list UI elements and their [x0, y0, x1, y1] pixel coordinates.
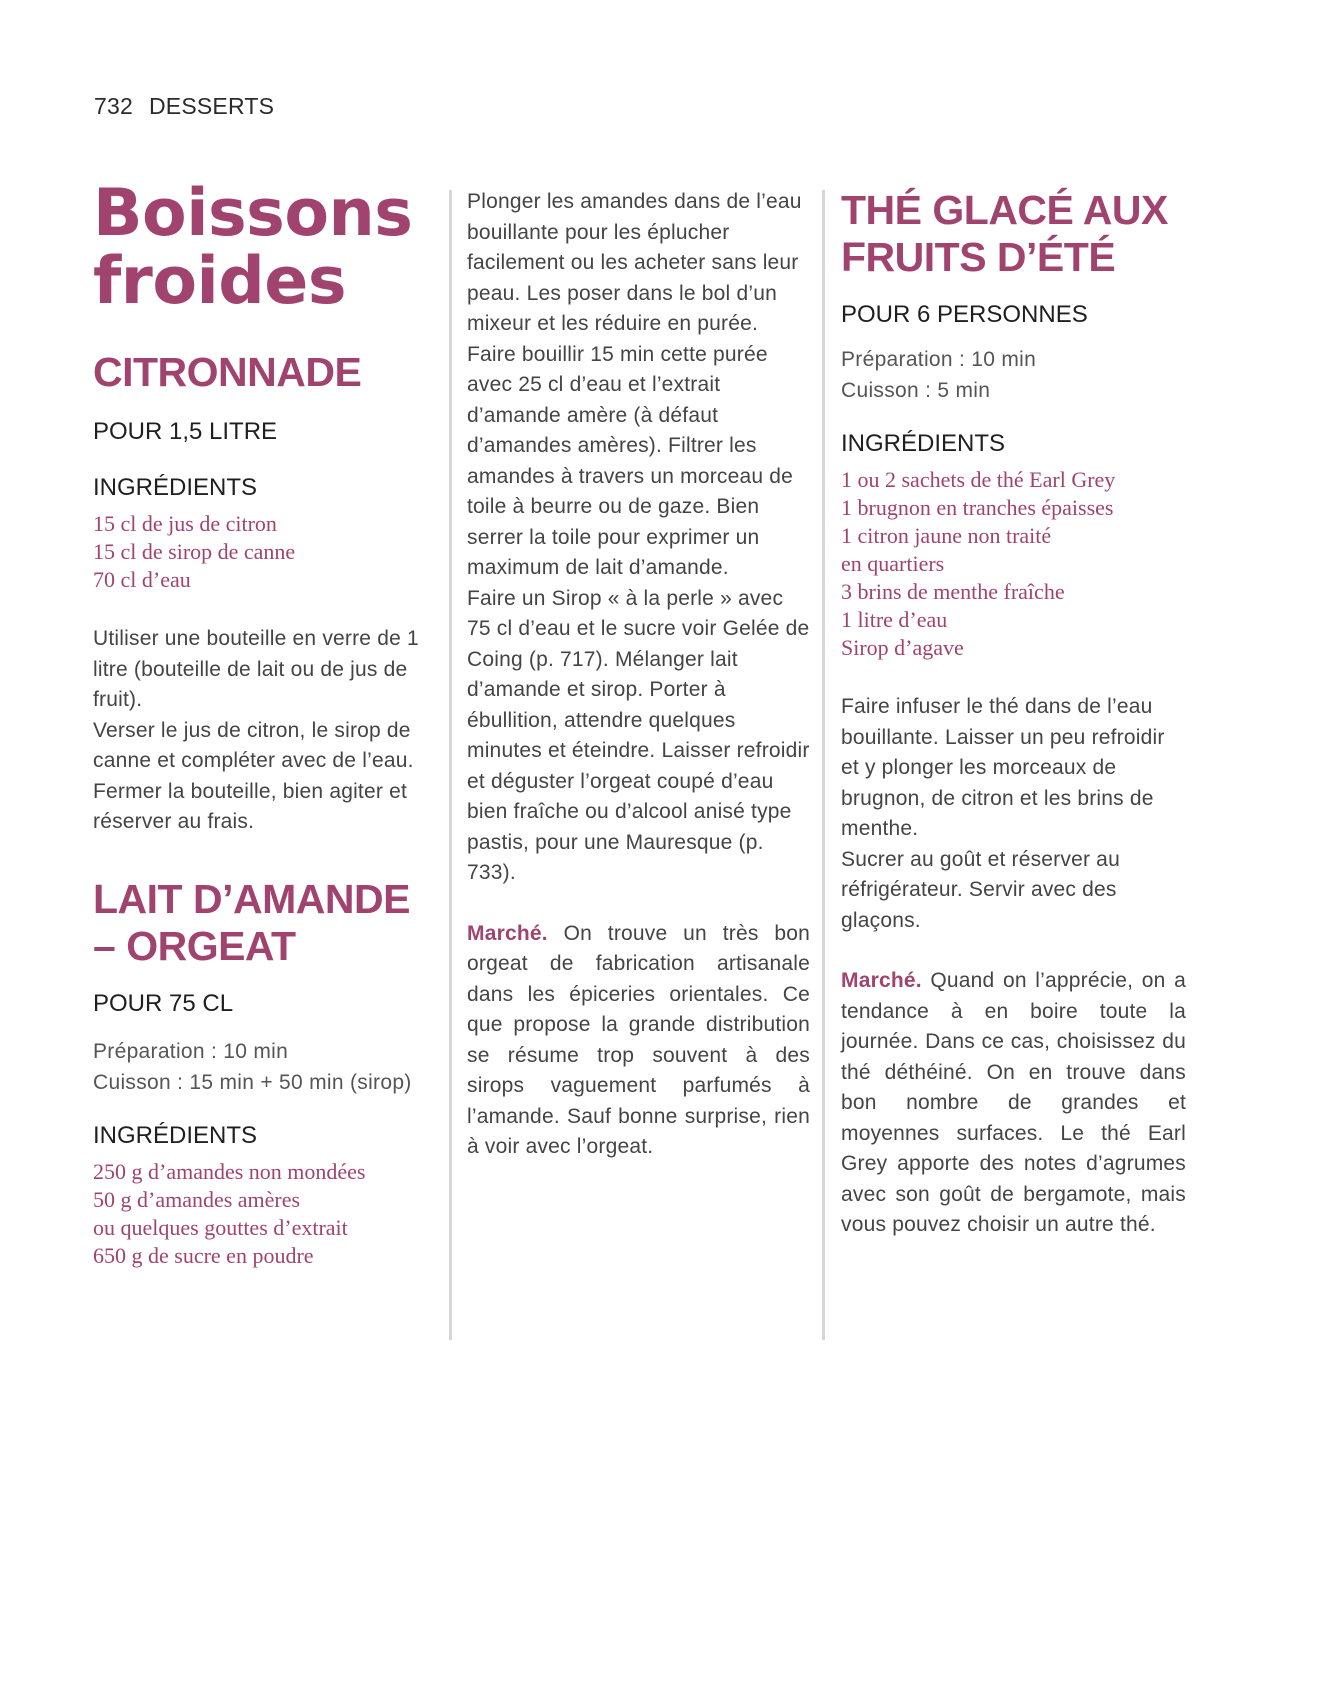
- ingredient-item: en quartiers: [841, 551, 945, 576]
- cooking-time: Cuisson : 5 min: [841, 379, 991, 402]
- page-title: [93, 176, 423, 319]
- ingredient-list-citronnade: [93, 510, 423, 594]
- timings-the-glace: [841, 344, 1186, 406]
- step-text: Utiliser une bouteille en verre de 1 litre (bouteille de lait ou de jus de fruit).: [93, 627, 419, 711]
- column-divider: [822, 190, 825, 1340]
- step-text: Faire infuser le thé dans de l’eau bouillante. Laisser un peu refroidir et y plonger les morceaux de brugnon, de citron et les brins de menthe.: [841, 695, 1165, 840]
- ingredient-item: 3 brins de menthe fraîche: [841, 579, 1065, 604]
- recipe-title-line2: FRUITS D’ÉTÉ: [841, 234, 1116, 280]
- column-right: [841, 187, 1186, 1241]
- ingredient-item: ou quelques gouttes d’extrait: [93, 1214, 348, 1240]
- page-title-line1: Boissons: [93, 176, 413, 251]
- preparation-time: Préparation : 10 min: [841, 348, 1037, 371]
- ingredient-item: 1 litre d’eau: [841, 607, 948, 632]
- ingredient-item: 1 citron jaune non traité: [841, 523, 1052, 548]
- market-label: Marché.: [467, 921, 548, 945]
- recipe-title-the-glace: [841, 187, 1186, 281]
- ingredient-item: 15 cl de sirop de canne: [93, 539, 296, 564]
- serving-citronnade: POUR 1,5 LITRE: [93, 418, 278, 445]
- preparation-time: Préparation : 10 min: [93, 1039, 289, 1063]
- recipe-title-line1: LAIT D’AMANDE: [93, 875, 410, 922]
- step-text: Verser le jus de citron, le sirop de canne et compléter avec de l’eau. Fermer la bouteille, bien agiter et réserver au frais.: [93, 718, 414, 833]
- column-left: [93, 176, 423, 1270]
- ingredient-item: 250 g d’amandes non mondées: [93, 1158, 366, 1184]
- serving-the-glace: POUR 6 PERSONNES: [841, 301, 1088, 328]
- running-head: [94, 93, 274, 120]
- market-text: On trouve un très bon orgeat de fabrication artisanale dans les épiceries orientales. Ce que propose la grande distribution se résume trop souvent à des sirops vaguement parfumés à l’amande. Sauf bonne surprise, rien à voir avec l’orgeat.: [467, 921, 810, 1158]
- market-label: Marché.: [841, 969, 922, 992]
- page-number: 732: [94, 93, 133, 119]
- recipe-title-citronnade: CITRONNADE: [93, 349, 362, 395]
- ingredient-item: 50 g d’amandes amères: [93, 1186, 301, 1212]
- ingredient-item: 70 cl d’eau: [93, 567, 191, 592]
- market-note-lait-amande: [467, 919, 810, 1163]
- column-middle: [467, 187, 810, 1163]
- ingredient-item: 1 brugnon en tranches épaisses: [841, 495, 1114, 520]
- cooking-time: Cuisson : 15 min + 50 min (sirop): [93, 1070, 412, 1094]
- step-text: Sucrer au goût et réserver au réfrigérateur. Servir avec des glaçons.: [841, 847, 1120, 932]
- step-text: Plonger les amandes dans de l’eau bouillante pour les éplucher facilement ou les acheter sans leur peau. Les poser dans le bol d’un mixeur et les réduire en purée. Faire bouillir 15 min cette purée avec 25 cl d’eau et l’extrait d’amande amère (à défaut d’amandes amères). Filtrer les amandes à travers un morceau de toile à beurre ou de gaze. Bien serrer la toile pour exprimer un maximum de lait d’amande.: [467, 190, 802, 579]
- market-text: Quand on l’apprécie, on a tendance à en boire toute la journée. Dans ce cas, choisissez du thé déthéiné. On en trouve dans bon nombre de grandes et moyennes surfaces. Le thé Earl Grey apporte des notes d’agrumes avec son goût de bergamote, mais vous pouvez choisir un autre thé.: [841, 969, 1186, 1236]
- column-divider: [449, 190, 452, 1340]
- recipe-title-lait-amande: [93, 876, 423, 970]
- ingredient-list-lait-amande: [93, 1158, 423, 1270]
- page-title-line2: froides: [93, 244, 347, 319]
- ingredients-heading-lait-amande: INGRÉDIENTS: [93, 1121, 258, 1149]
- ingredient-item: Sirop d’agave: [841, 635, 964, 660]
- recipe-title-line2: – ORGEAT: [93, 922, 296, 969]
- ingredient-item: 1 ou 2 sachets de thé Earl Grey: [841, 467, 1116, 492]
- serving-lait-amande: POUR 75 CL: [93, 989, 234, 1017]
- ingredient-item: 15 cl de jus de citron: [93, 511, 277, 536]
- ingredient-item: 650 g de sucre en poudre: [93, 1242, 314, 1268]
- section-title: DESSERTS: [148, 93, 275, 119]
- ingredient-list-the-glace: [841, 466, 1186, 662]
- ingredients-heading-citronnade: INGRÉDIENTS: [93, 474, 258, 501]
- market-note-the-glace: [841, 966, 1186, 1241]
- ingredients-heading-the-glace: INGRÉDIENTS: [841, 430, 1006, 457]
- recipe-title-line1: THÉ GLACÉ AUX: [841, 187, 1168, 233]
- timings-lait-amande: [93, 1036, 423, 1098]
- step-text: Faire un Sirop « à la perle » avec 75 cl d’eau et le sucre voir Gelée de Coing (p. 717). Mélanger lait d’amande et sirop. Porter à ébullition, attendre quelques minutes et éteindre. Laisser refroidir et déguster l’orgeat coupé d’eau bien fraîche ou d’alcool anisé type pastis, pour une Mauresque (p. 733).: [467, 586, 810, 884]
